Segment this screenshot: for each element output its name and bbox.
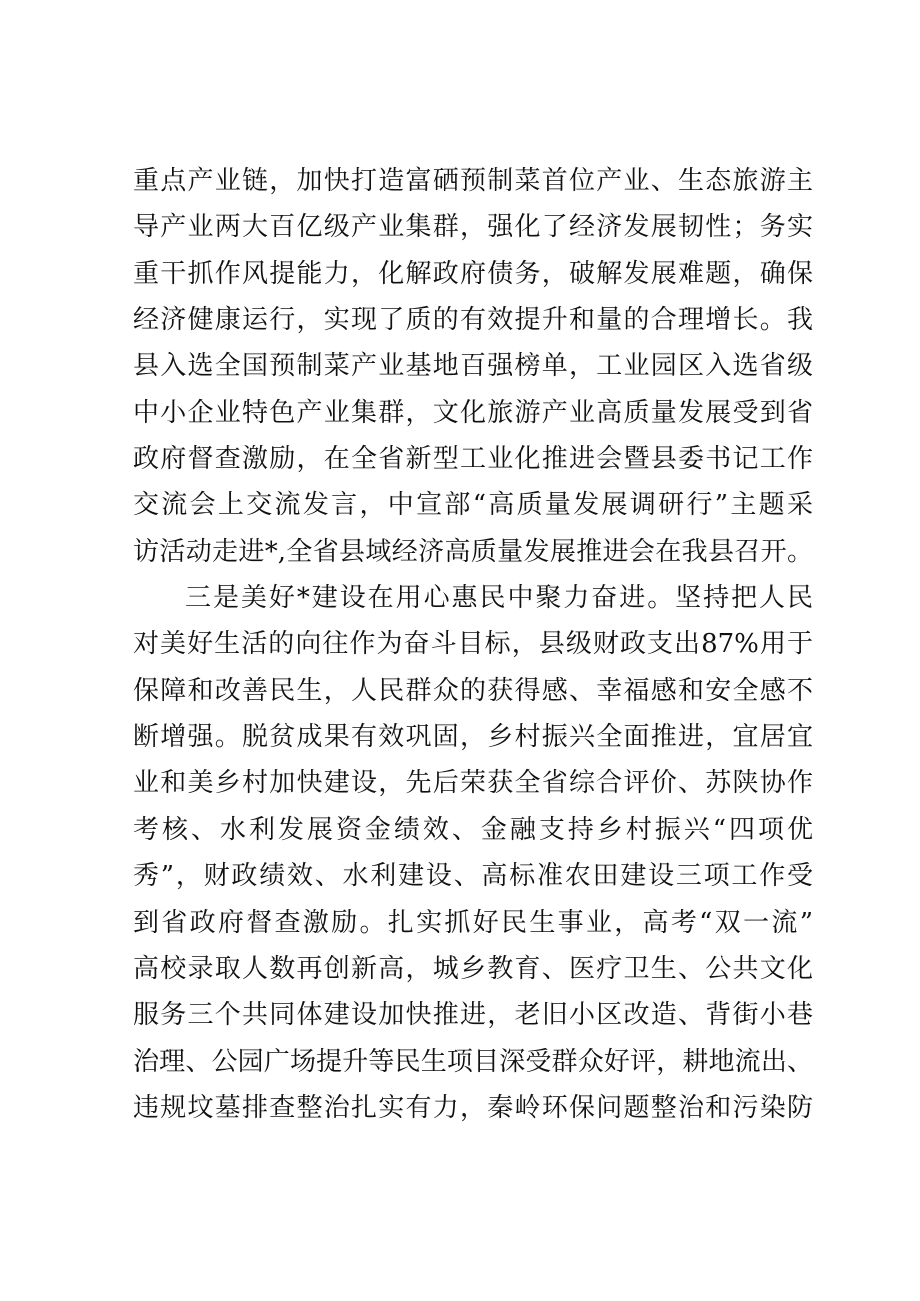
- text-line: 断增强。脱贫成果有效巩固，乡村振兴全面推进，宜居宜: [133, 722, 813, 753]
- text-line: 访活动走进*,全省县域经济高质量发展推进会在我县召开。: [133, 536, 813, 567]
- text-line: 违规坟墓排查整治扎实有力，秦岭环保问题整治和污染防: [133, 1092, 813, 1123]
- body-text: [133, 158, 813, 1131]
- text-line: 交流会上交流发言，中宣部“高质量发展调研行”主题采: [133, 490, 813, 521]
- text-line: 对美好生活的向往作为奋斗目标，县级财政支出87%用于: [133, 629, 813, 660]
- text-line: 经济健康运行，实现了质的有效提升和量的合理增长。我: [133, 305, 813, 336]
- text-line: 到省政府督查激励。扎实抓好民生事业，高考“双一流”: [133, 907, 813, 938]
- text-line: 县入选全国预制菜产业基地百强榜单，工业园区入选省级: [133, 351, 813, 382]
- text-line-first: 三是美好*建设在用心惠民中聚力奋进。坚持把人民: [185, 583, 813, 614]
- text-line: 政府督查激励，在全省新型工业化推进会暨县委书记工作: [133, 444, 813, 475]
- text-line: 保障和改善民生，人民群众的获得感、幸福感和安全感不: [133, 675, 813, 706]
- paragraph-continuation: [133, 158, 813, 575]
- text-line: 秀”，财政绩效、水利建设、高标准农田建设三项工作受: [133, 861, 813, 892]
- text-line: 考核、水利发展资金绩效、金融支持乡村振兴“四项优: [133, 814, 813, 845]
- text-line: 高校录取人数再创新高，城乡教育、医疗卫生、公共文化: [133, 953, 813, 984]
- text-line: 服务三个共同体建设加快推进，老旧小区改造、背街小巷: [133, 1000, 813, 1031]
- paragraph-section-three: [133, 575, 813, 1131]
- text-line: 重干抓作风提能力，化解政府债务，破解发展难题，确保: [133, 258, 813, 289]
- text-line: 重点产业链，加快打造富硒预制菜首位产业、生态旅游主: [133, 166, 813, 196]
- text-line: 治理、公园广场提升等民生项目深受群众好评，耕地流出、: [133, 1046, 813, 1077]
- text-line: 中小企业特色产业集群，文化旅游产业高质量发展受到省: [133, 397, 813, 428]
- text-line: 业和美乡村加快建设，先后荣获全省综合评价、苏陕协作: [133, 768, 813, 799]
- text-line: 导产业两大百亿级产业集群，强化了经济发展韧性；务实: [133, 212, 813, 243]
